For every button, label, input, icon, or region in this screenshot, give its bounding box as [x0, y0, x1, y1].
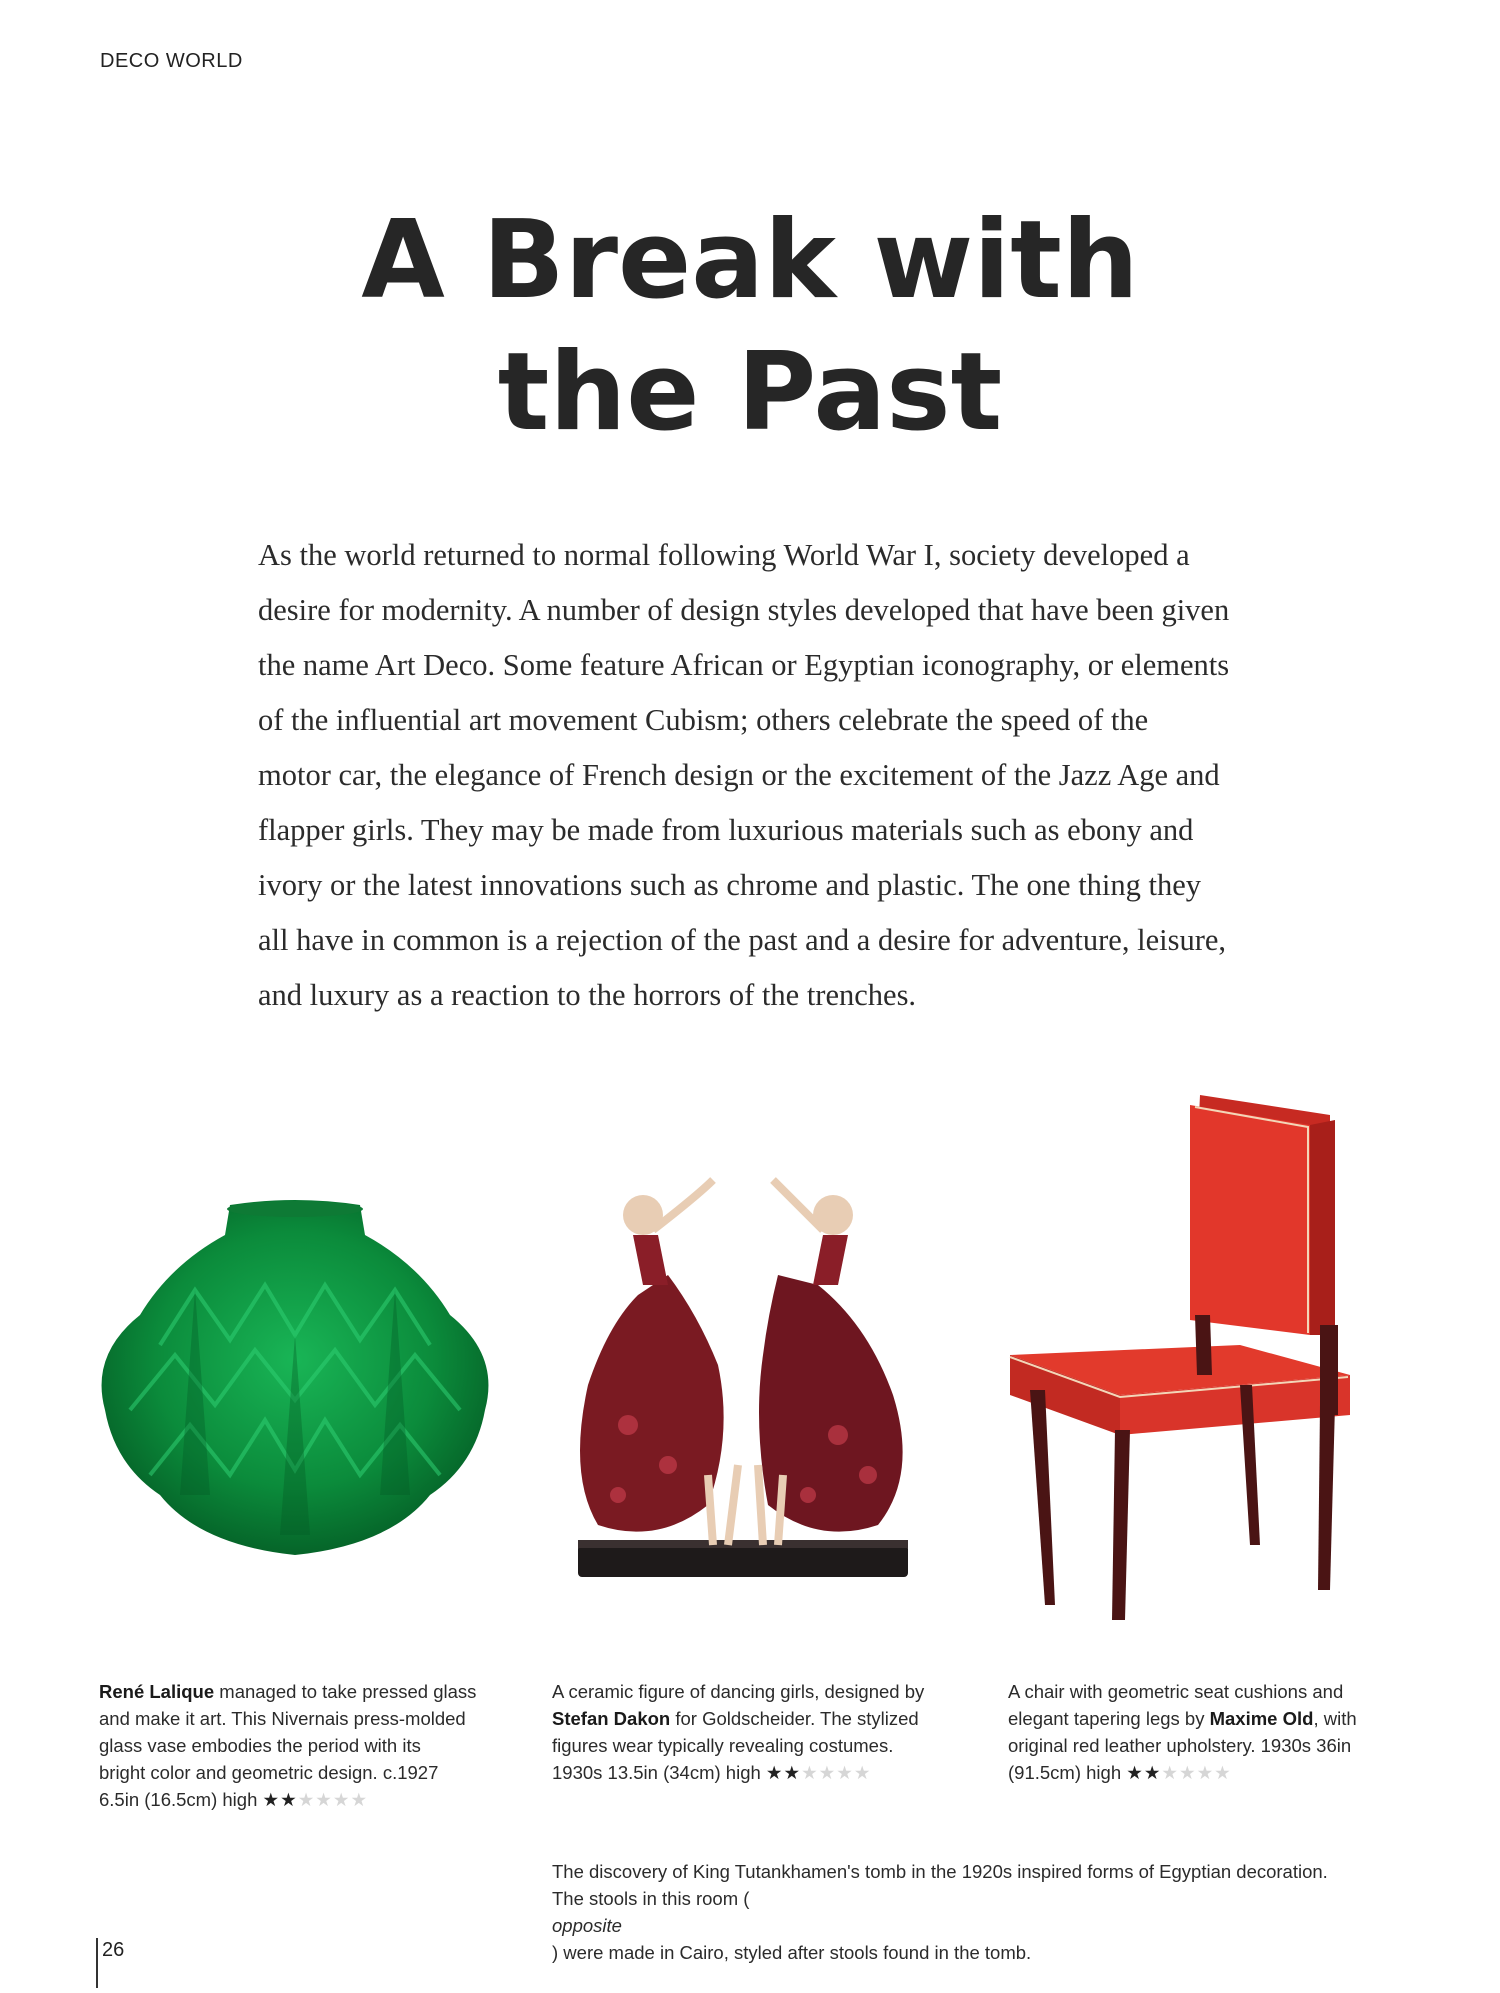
caption-line — [1008, 1759, 1428, 1786]
caption-line — [552, 1759, 972, 1786]
dancing-girls-figure-icon — [548, 1175, 948, 1590]
caption-line: bright color and geometric design. c.1927 — [99, 1762, 439, 1783]
star-rating-filled: ★★ — [1126, 1762, 1162, 1783]
figure-caption — [552, 1678, 972, 1786]
note-text: ) were made in Cairo, styled after stools found in the tomb. — [552, 1942, 1032, 1963]
intro-paragraph — [258, 528, 1288, 1023]
tutankhamen-note — [552, 1858, 1412, 1966]
intro-line: As the world returned to normal following World War I, society developed a — [258, 538, 1190, 572]
caption-text: 6.5in (16.5cm) high — [99, 1789, 258, 1810]
intro-line: of the influential art movement Cubism; others celebrate the speed of the — [258, 703, 1149, 737]
intro-line: and luxury as a reaction to the horrors of the trenches. — [258, 978, 917, 1012]
intro-line: the name Art Deco. Some feature African or Egyptian iconography, or elements — [258, 648, 1230, 682]
vase-caption — [99, 1678, 519, 1813]
caption-line: figures wear typically revealing costumes. — [552, 1735, 894, 1756]
star-rating-empty: ★★★★ — [297, 1789, 369, 1810]
chair-caption — [1008, 1678, 1428, 1786]
caption-line — [552, 1705, 972, 1732]
red-leather-chair-icon — [990, 1085, 1410, 1625]
caption-line: A ceramic figure of dancing girls, designed by — [552, 1681, 925, 1702]
intro-line: desire for modernity. A number of design styles developed that have been given — [258, 593, 1230, 627]
intro-line: all have in common is a rejection of the past and a desire for adventure, leisure, — [258, 923, 1227, 957]
caption-line: A chair with geometric seat cushions and — [1008, 1681, 1344, 1702]
star-rating-empty: ★★★★ — [801, 1762, 872, 1783]
note-text: The stools in this room ( — [552, 1888, 750, 1909]
page-number: 26 — [96, 1938, 124, 1988]
star-rating-filled: ★★ — [765, 1762, 802, 1783]
caption-text: (91.5cm) high — [1008, 1762, 1122, 1783]
title-line-2: the Past — [497, 330, 1003, 455]
star-rating-filled: ★★ — [262, 1789, 298, 1810]
caption-line: original red leather upholstery. 1930s 36in — [1008, 1735, 1352, 1756]
note-italic: opposite — [552, 1915, 622, 1936]
note-line — [552, 1885, 1412, 1966]
caption-text: elegant tapering legs by — [1008, 1708, 1210, 1729]
caption-line: and make it art. This Nivernais press-molded — [99, 1708, 466, 1729]
intro-line: motor car, the elegance of French design or the excitement of the Jazz Age and — [258, 758, 1220, 792]
title-line-1: A Break with — [361, 198, 1139, 323]
page-title — [0, 195, 1500, 459]
caption-text: , with — [1313, 1708, 1357, 1729]
caption-line — [1008, 1705, 1428, 1732]
star-rating-empty: ★★★★ — [1161, 1762, 1232, 1783]
designer-name: Stefan Dakon — [552, 1708, 671, 1729]
intro-line: ivory or the latest innovations such as chrome and plastic. The one thing they — [258, 868, 1202, 902]
caption-line: glass vase embodies the period with its — [99, 1735, 421, 1756]
intro-line: flapper girls. They may be made from luxurious materials such as ebony and — [258, 813, 1194, 847]
note-line: The discovery of King Tutankhamen's tomb in the 1920s inspired forms of Egyptian decoration. — [552, 1861, 1328, 1882]
section-header: DECO WORLD — [100, 50, 243, 72]
designer-name: René Lalique — [99, 1681, 215, 1702]
caption-line — [99, 1678, 519, 1705]
caption-text: 1930s 13.5in (34cm) high — [552, 1762, 761, 1783]
designer-name: Maxime Old — [1209, 1708, 1314, 1729]
caption-line — [99, 1786, 519, 1813]
caption-text: managed to take pressed glass — [214, 1681, 477, 1702]
green-glass-vase-icon — [90, 1195, 500, 1565]
caption-text: for Goldscheider. The stylized — [670, 1708, 919, 1729]
